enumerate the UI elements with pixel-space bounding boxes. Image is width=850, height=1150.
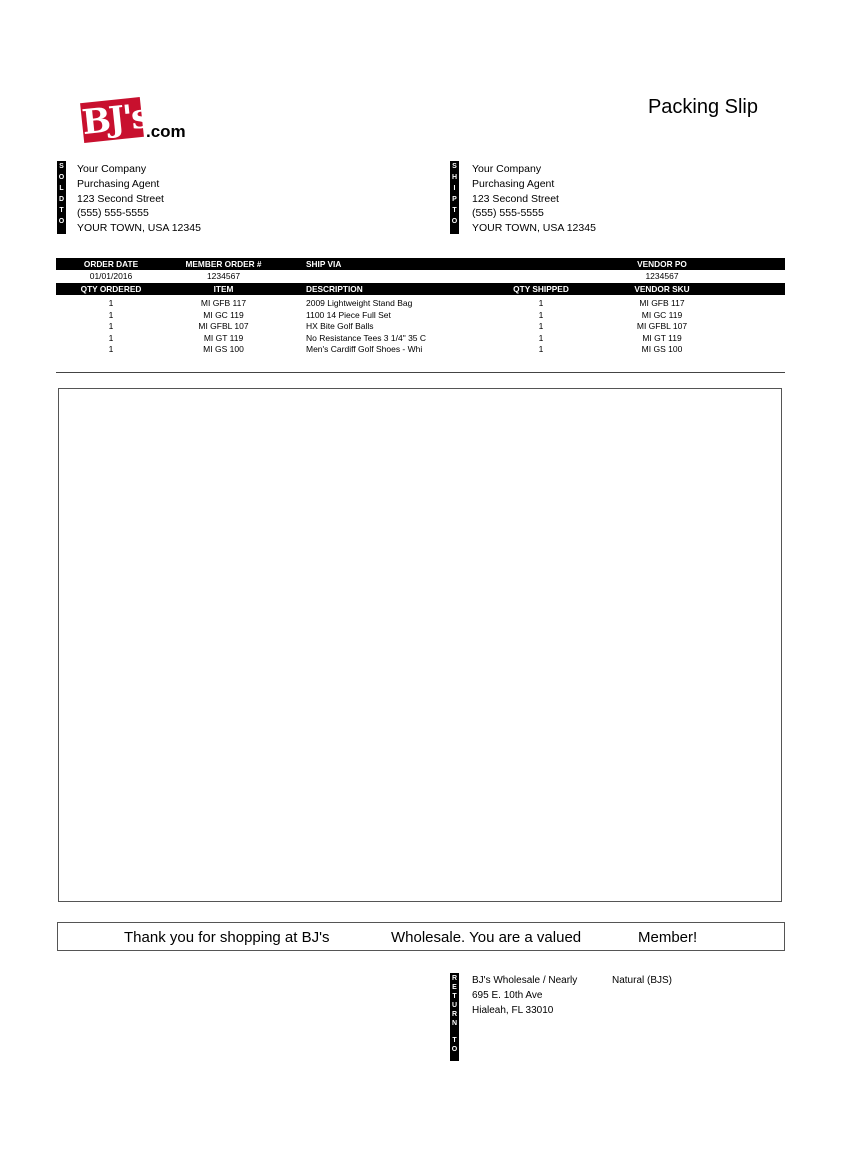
vendor-sku-header: VENDOR SKU <box>634 284 690 294</box>
sold-to-phone: (555) 555-5555 <box>77 207 149 220</box>
qty-shipped-cell: 1 <box>538 309 544 320</box>
table-row <box>56 298 785 310</box>
ship-to-city: YOUR TOWN, USA 12345 <box>472 222 596 235</box>
description-cell: 2009 Lightweight Stand Bag <box>306 298 413 308</box>
thank-you-banner <box>57 922 785 951</box>
thanks-text-1: Thank you for shopping at BJ's <box>124 929 330 946</box>
return-to-street: 695 E. 10th Ave <box>472 990 543 1001</box>
section-divider <box>56 372 785 373</box>
vendor-sku-cell: MI GC 119 <box>641 309 683 320</box>
ship-to-company: Your Company <box>472 163 542 175</box>
thanks-text-2: Wholesale. You are a valued <box>391 929 582 946</box>
item-cell: MI GT 119 <box>203 332 244 343</box>
qty-shipped-header: QTY SHIPPED <box>513 284 569 294</box>
sold-to-company: Your Company <box>77 163 147 175</box>
item-cell: MI GFBL 107 <box>198 321 249 331</box>
page-title: Packing Slip <box>647 96 758 118</box>
bjs-logo <box>80 94 200 148</box>
vendor-sku-cell: MI GFBL 107 <box>636 321 688 331</box>
sold-to-contact: Purchasing Agent <box>77 177 160 190</box>
thanks-text-3: Member! <box>638 929 698 946</box>
table-row <box>56 333 785 345</box>
item-cell: MI GC 119 <box>203 309 244 320</box>
qty-shipped-cell: 1 <box>538 298 544 308</box>
item-cell: MI GS 100 <box>203 344 244 354</box>
member-order-header: MEMBER ORDER # <box>185 259 262 269</box>
return-to-label: R E T U R N T O <box>450 973 459 1061</box>
qty-ordered-cell: 1 <box>108 298 114 308</box>
ship-via-header: SHIP VIA <box>306 259 342 269</box>
order-header-row <box>56 258 785 270</box>
table-row <box>56 344 785 356</box>
order-date-value: 01/01/2016 <box>89 271 133 281</box>
qty-shipped-cell: 1 <box>538 344 544 354</box>
vendor-po-value: 1234567 <box>645 271 679 281</box>
vendor-sku-cell: MI GT 119 <box>642 332 682 343</box>
vendor-po-header: VENDOR PO <box>637 259 687 269</box>
table-row <box>56 310 785 322</box>
items-header-row <box>56 283 785 295</box>
qty-ordered-cell: 1 <box>108 332 114 343</box>
description-cell: No Resistance Tees 3 1/4" 35 C <box>306 332 427 343</box>
sold-to-street: 123 Second Street <box>77 192 164 205</box>
description-cell: HX Bite Golf Balls <box>306 321 374 331</box>
logo-mark: BJ's <box>80 96 151 144</box>
sold-to-address <box>77 162 201 236</box>
description-cell: 1100 14 Piece Full Set <box>306 309 391 320</box>
return-to-address <box>472 974 673 1019</box>
item-cell: MI GFB 117 <box>200 298 247 308</box>
ship-to-phone: (555) 555-5555 <box>472 207 544 220</box>
order-values-row <box>56 270 785 283</box>
qty-ordered-cell: 1 <box>108 344 114 354</box>
order-date-header: ORDER DATE <box>83 259 139 269</box>
qty-shipped-cell: 1 <box>538 321 544 331</box>
qty-ordered-header: QTY ORDERED <box>80 284 142 294</box>
ship-to-address <box>472 162 596 236</box>
logo-suffix: .com <box>146 122 186 141</box>
ship-to-contact: Purchasing Agent <box>472 177 555 190</box>
return-to-name-suffix: Natural (BJS) <box>612 975 673 986</box>
sold-to-city: YOUR TOWN, USA 12345 <box>77 222 201 235</box>
description-cell: Men's Cardiff Golf Shoes - Whi <box>306 344 423 354</box>
ship-to-label: S H I P T O <box>450 161 459 234</box>
packing-table <box>56 258 785 356</box>
item-header: ITEM <box>213 284 234 294</box>
qty-shipped-cell: 1 <box>538 332 544 343</box>
vendor-sku-cell: MI GS 100 <box>641 344 683 354</box>
ship-to-street: 123 Second Street <box>472 192 559 205</box>
qty-ordered-cell: 1 <box>108 309 114 320</box>
return-to-city: Hialeah, FL 33010 <box>472 1004 554 1016</box>
notes-box <box>58 388 782 902</box>
sold-to-label: S O L D T O <box>57 161 66 234</box>
table-row <box>56 321 785 333</box>
description-header: DESCRIPTION <box>306 284 363 294</box>
member-order-value: 1234567 <box>206 271 241 281</box>
return-to-name: BJ's Wholesale / Nearly <box>472 975 578 986</box>
qty-ordered-cell: 1 <box>108 321 114 331</box>
vendor-sku-cell: MI GFB 117 <box>639 298 685 308</box>
